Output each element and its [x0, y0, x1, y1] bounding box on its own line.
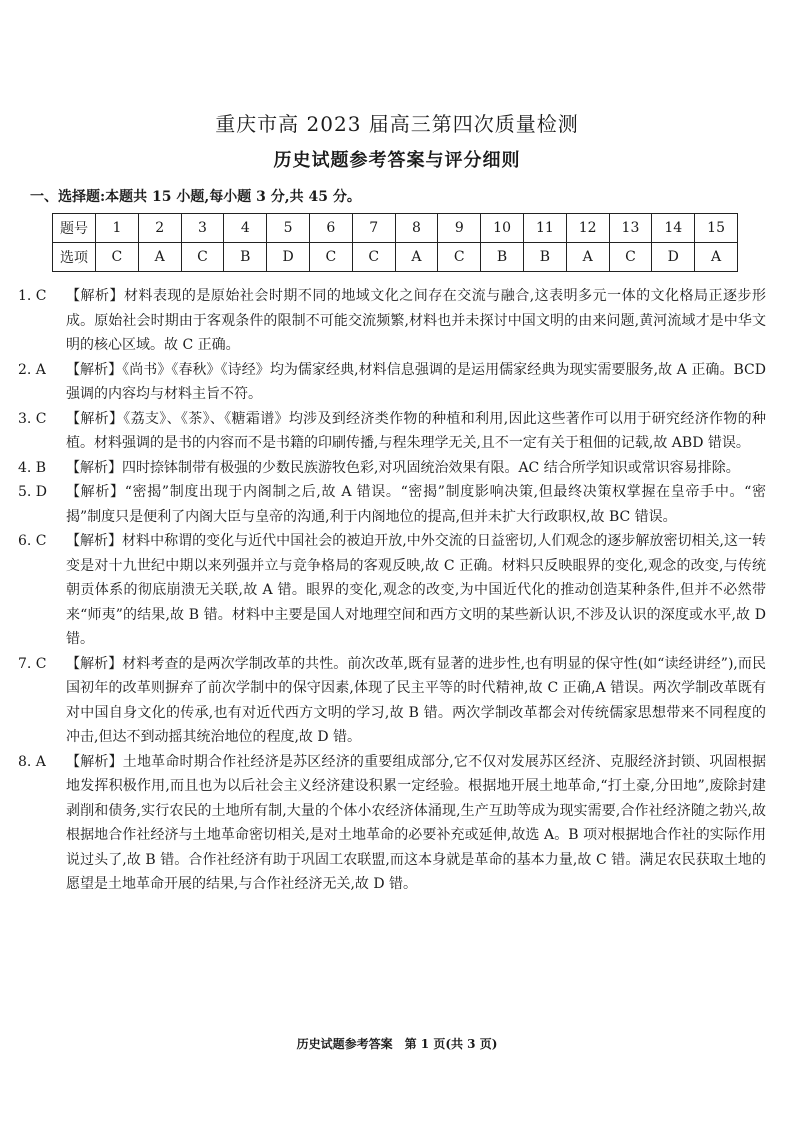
answer-row: [53, 243, 738, 272]
answer-cell: D: [267, 243, 310, 272]
question-number-cell: 1: [96, 214, 139, 243]
explanation-item: [0, 284, 794, 358]
answer-cell: A: [138, 243, 181, 272]
answer-cell: C: [352, 243, 395, 272]
answer-cell: A: [695, 243, 738, 272]
explanation-answer-number: 2. A: [18, 361, 46, 378]
answer-cell: A: [395, 243, 438, 272]
question-number-cell: 10: [481, 214, 524, 243]
question-number-cell: 13: [609, 214, 652, 243]
question-number-cell: 5: [267, 214, 310, 243]
question-number-cell: 11: [523, 214, 566, 243]
question-number-cell: 6: [309, 214, 352, 243]
row-label-answer: 选项: [53, 243, 96, 272]
question-number-cell: 9: [438, 214, 481, 243]
answer-cell: C: [96, 243, 139, 272]
answer-table: [52, 213, 738, 272]
answer-cell: C: [309, 243, 352, 272]
explanation-text: 【解析】材料中称谓的变化与近代中国社会的被迫开放,中外交流的日益密切,人们观念的逐步解放密切相关,这一转变是对十九世纪中期以来列强并立与竞争格局的客观反映,故 C 正确。材料只反映眼界的变化,观念的改变,与传统朝贡体系的彻底崩溃无关联,故 A 错。眼界的变化,观念的改变,为中国近代化的推动创造某种条件,但并不必然带来“师夷”的结果,故 B 错。材料中主要是国人对地理空间和西方文明的某些新认识,不涉及认识的深度或水平,故 D 错。: [66, 533, 766, 647]
explanation-item: [0, 652, 794, 750]
explanation-item: [0, 529, 794, 652]
row-label-number: 题号: [53, 214, 96, 243]
explanation-item: [0, 480, 794, 529]
answer-cell: C: [609, 243, 652, 272]
section-heading: 一、选择题:本题共 15 小题,每小题 3 分,共 45 分。: [30, 189, 361, 205]
explanation-text: 【解析】四时捺钵制带有极强的少数民族游牧色彩,对巩固统治效果有限。AC 结合所学知识或常识容易排除。: [66, 459, 740, 476]
answer-cell: D: [652, 243, 695, 272]
explanation-item: [0, 750, 794, 897]
explanation-answer-number: 8. A: [18, 753, 46, 770]
question-number-cell: 2: [138, 214, 181, 243]
explanation-item: [0, 456, 794, 481]
explanation-text: 【解析】《荔支》、《茶》、《糖霜谱》均涉及到经济类作物的种植和利用,因此这些著作可以用于研究经济作物的种植。材料强调的是书的内容而不是书籍的印刷传播,与程朱理学无关,且不一定有关于租佃的记载,故 ABD 错误。: [66, 410, 766, 451]
page-footer: 历史试题参考答案 第 1 页(共 3 页): [296, 1037, 498, 1051]
question-number-cell: 7: [352, 214, 395, 243]
explanation-item: [0, 407, 794, 456]
question-number-cell: 8: [395, 214, 438, 243]
answer-key-title: 历史试题参考答案与评分细则: [273, 150, 521, 171]
explanation-text: 【解析】材料表现的是原始社会时期不同的地域文化之间存在交流与融合,这表明多元一体的文化格局正逐步形成。原始社会时期由于客观条件的限制不可能交流频繁,材料也并未探讨中国文明的由来问题,黄河流域才是中华文明的核心区域。故 C 正确。: [66, 288, 766, 353]
exam-title: 重庆市高 2023 届高三第四次质量检测: [215, 112, 579, 136]
explanation-answer-number: 6. C: [18, 533, 47, 549]
explanation-answer-number: 5. D: [18, 484, 48, 500]
explanation-item: [0, 358, 794, 407]
answer-cell: B: [481, 243, 524, 272]
question-number-cell: 15: [695, 214, 738, 243]
answer-cell: B: [523, 243, 566, 272]
answer-cell: B: [224, 243, 267, 272]
explanation-list: [0, 284, 794, 897]
explanation-answer-number: 7. C: [18, 655, 47, 672]
answer-cell: C: [181, 243, 224, 272]
question-number-row: [53, 214, 738, 243]
question-number-cell: 3: [181, 214, 224, 243]
explanation-text: 【解析】材料考查的是两次学制改革的共性。前次改革,既有显著的进步性,也有明显的保守性(如“读经讲经”),而民国初年的改革则摒弃了前次学制中的保守因素,体现了民主平等的时代精神,故 C 正确,A 错误。两次学制改革既有对中国自身文化的传承,也有对近代西方文明的学习,故 B 错。两次学制改革都会对传统儒家思想带来不同程度的冲击,但达不到动摇其统治地位的程度,故 D 错。: [66, 655, 766, 745]
question-number-cell: 4: [224, 214, 267, 243]
question-number-cell: 14: [652, 214, 695, 243]
explanation-answer-number: 1. C: [18, 288, 47, 304]
explanation-answer-number: 4. B: [18, 459, 47, 476]
explanation-answer-number: 3. C: [18, 410, 47, 427]
question-number-cell: 12: [566, 214, 609, 243]
explanation-text: 【解析】“密揭”制度出现于内阁制之后,故 A 错误。“密揭”制度影响决策,但最终决策权掌握在皇帝手中。“密揭”制度只是便利了内阁大臣与皇帝的沟通,利于内阁地位的提高,但并未扩大行政职权,故 BC 错误。: [66, 484, 766, 525]
explanation-text: 【解析】《尚书》《春秋》《诗经》均为儒家经典,材料信息强调的是运用儒家经典为现实需要服务,故 A 正确。BCD 强调的内容均与材料主旨不符。: [66, 361, 766, 402]
answer-cell: A: [566, 243, 609, 272]
explanation-text: 【解析】土地革命时期合作社经济是苏区经济的重要组成部分,它不仅对发展苏区经济、克服经济封锁、巩固根据地发挥积极作用,而且也为以后社会主义经济建设积累一定经验。根据地开展土地革命,“打土豪,分田地”,废除封建剥削和债务,实行农民的土地所有制,大量的个体小农经济体涌现,生产互助等成为现实需要,合作社经济随之勃兴,故根据地合作社经济与土地革命密切相关,是对土地革命的必要补充或延伸,故选 A。B 项对根据地合作社的实际作用说过头了,故 B 错。合作社经济有助于巩固工农联盟,而这本身就是革命的基本力量,故 C 错。满足农民获取土地的愿望是土地革命开展的结果,与合作社经济无关,故 D 错。: [66, 753, 766, 892]
answer-cell: C: [438, 243, 481, 272]
